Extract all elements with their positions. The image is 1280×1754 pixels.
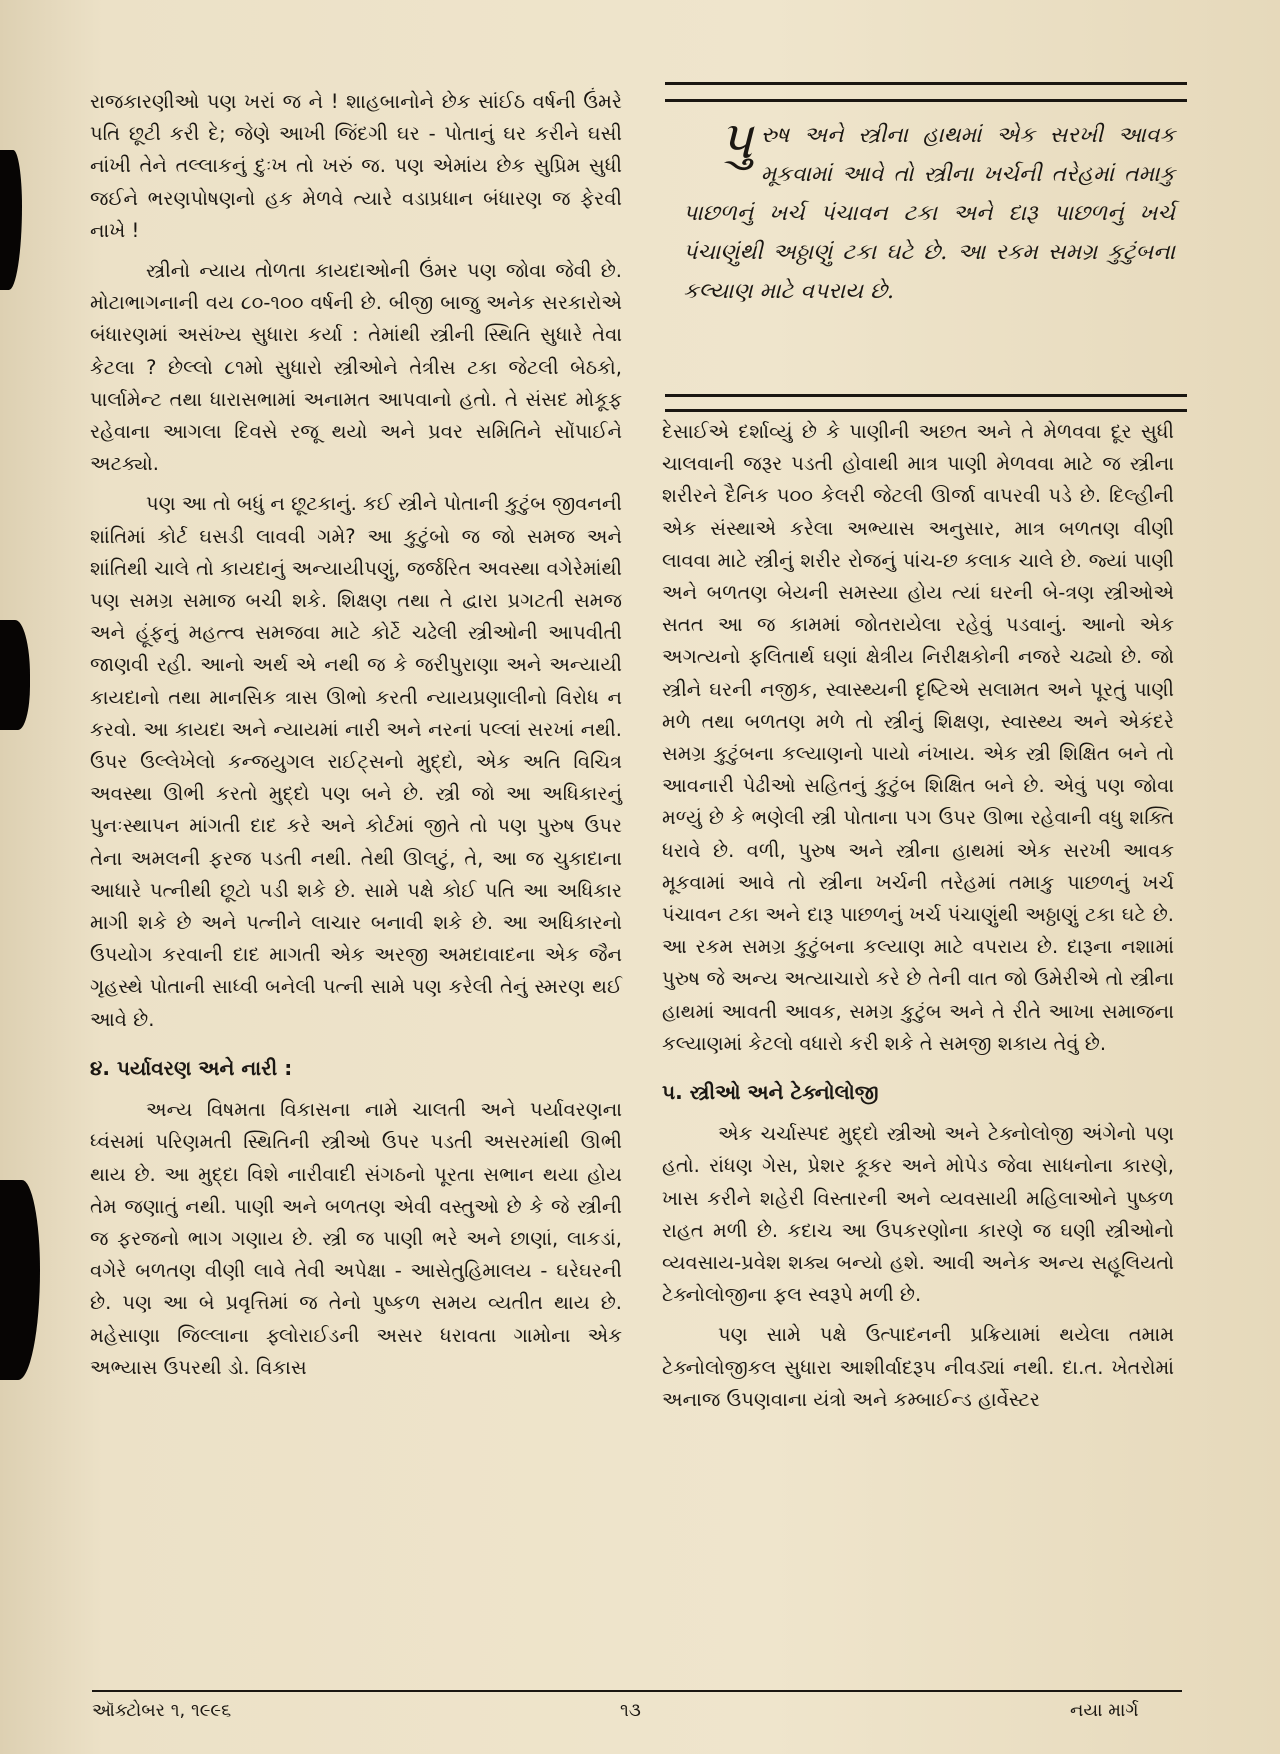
pull-quote-box [665,82,1187,410]
left-paragraph-3: પણ આ તો બધું ન છૂટકાનું. કઈ સ્ત્રીને પોતાની કુટુંબ જીવનની શાંતિમાં કોર્ટ ઘસડી લાવવી ગમે? આ કુટુંબો જ જો સમજ અને શાંતિથી ચાલે તો કાયદાનું અન્યાયીપણું, જર્જરિત અવસ્થા વગેરેમાંથી પણ સમગ્ર સમાજ બચી શકે. શિક્ષણ તથા તે દ્વારા પ્રગટતી સમજ અને હૂંફનું મહત્ત્વ સમજવા માટે કોર્ટે ચઢેલી સ્ત્રીઓની આપવીતી જાણવી રહી. આનો અર્થ એ નથી જ કે જરીપુરાણા અને અન્યાયી કાયદાનો તથા માનસિક ત્રાસ ઊભો કરતી ન્યાયપ્રણાલીનો વિરોધ ન કરવો. આ કાયદા અને ન્યાયમાં નારી અને નરનાં પલ્લાં સરખાં નથી. ઉપર ઉલ્લેખેલો કન્જયુગલ રાઈટ્સનો મુદ્દો, એક અતિ વિચિત્ર અવસ્થા ઊભી કરતો મુદ્દો પણ બને છે. સ્ત્રી જો આ અધિકારનું પુનઃસ્થાપન માંગતી દાદ કરે અને કોર્ટમાં જીતે તો પણ પુરુષ ઉપર તેના અમલની ફરજ પડતી નથી. તેથી ઊલટું, તે, આ જ ચુકાદાના આધારે પત્નીથી છૂટો પડી શકે છે. સામે પક્ષે કોઈ પતિ આ અધિકાર માગી શકે છે અને પત્નીને લાચાર બનાવી શકે છે. આ અધિકારનો ઉપયોગ કરવાની દાદ માગતી એક અરજી અમદાવાદના એક જૈન ગૃહસ્થે પોતાની સાધ્વી બનેલી પત્ની સામે પણ કરેલી તેનું સ્મરણ થઈ આવે છે. [90,492,622,1031]
paper-burn-mark [0,150,22,290]
footer-rule [92,1690,1182,1692]
pull-quote-top-rule [665,82,1187,102]
pull-quote-bottom-rule [665,394,1187,412]
left-paragraph-2: સ્ત્રીનો ન્યાય તોળતા કાયદાઓની ઉંમર પણ જોવા જેવી છે. મોટાભાગનાની વય ૮૦-૧૦૦ વર્ષની છે. બીજી બાજુ અનેક સરકારોએ બંધારણમાં અસંખ્ય સુધારા કર્યા : તેમાંથી સ્ત્રીની સ્થિતિ સુધારે તેવા કેટલા ? છેલ્લો ૮૧મો સુધારો સ્ત્રીઓને તેત્રીસ ટકા જેટલી બેઠકો, પાર્લામેન્ટ તથા ધારાસભામાં અનામત આપવાનો હતો. તે સંસદ મોકૂફ રહેવાના આગલા દિવસે રજૂ થયો અને પ્રવર સમિતિને સોંપાઈને અટક્યો. [90,259,622,476]
left-paragraph-4: અન્ય વિષમતા વિકાસના નામે ચાલતી અને પર્યાવરણના ધ્વંસમાં પરિણમતી સ્થિતિની સ્ત્રીઓ ઉપર પડતી અસરમાંથી ઊભી થાય છે. આ મુદ્દા વિશે નારીવાદી સંગઠનો પૂરતા સભાન થયા હોય તેમ જણાતું નથી. પાણી અને બળતણ એવી વસ્તુઓ છે કે જે સ્ત્રીની જ ફરજનો ભાગ ગણાય છે. સ્ત્રી જ પાણી ભરે અને છાણાં, લાકડાં, વગેરે બળતણ વીણી લાવે તેવી અપેક્ષા - આસેતુહિમાલય - ઘરેઘરની છે. પણ આ બે પ્રવૃત્તિમાં જ તેનો પુષ્કળ સમય વ્યતીત થાય છે. મહેસાણા જિલ્લાના ફ્લોરાઈડની અસર ધરાવતા ગામોના એક અભ્યાસ ઉપરથી ડો. વિકાસ [90,1098,623,1379]
right-paragraph-3: પણ સામે પક્ષે ઉત્પાદનની પ્રક્રિયામાં થયેલા તમામ ટેક્નોલોજીકલ સુધારા આશીર્વાદરૂપ નીવડ્યાં નથી. દા.ત. ખેતરોમાં અનાજ ઉપણવાના યંત્રો અને કમ્બાઈન્ડ હાર્વેસ્ટર [662,1323,1174,1411]
left-paragraph-1: રાજકારણીઓ પણ ખરાં જ ને ! શાહબાનોને છેક સાંઈઠ વર્ષની ઉંમરે પતિ છૂટી કરી દે; જેણે આખી જિંદગી ઘર - પોતાનું ઘર કરીને ઘસી નાંખી તેને તલ્લાકનું દુઃખ તો ખરું જ. પણ એમાંય છેક સુપ્રિમ સુધી જઈને ભરણપોષણનો હક મેળવે ત્યારે વડાપ્રધાન બંધારણ જ ફેરવી નાખે ! [90,90,622,242]
pull-quote-text-block [683,111,1175,311]
right-paragraph-2: એક ચર્ચાસ્પદ મુદ્દો સ્ત્રીઓ અને ટેક્નોલોજી અંગેનો પણ હતો. રાંધણ ગેસ, પ્રેશર કૂકર અને મોપેડ જેવા સાધનોના કારણે, ખાસ કરીને શહેરી વિસ્તારની અને વ્યવસાયી મહિલાઓને પુષ્કળ રાહત મળી છે. કદાચ આ ઉપકરણોના કારણે જ ઘણી સ્ત્રીઓનો વ્યવસાય-પ્રવેશ શક્ય બન્યો હશે. આવી અનેક અન્ય સહૂલિયતો ટેક્નોલોજીના ફલ સ્વરૂપે મળી છે. [662,1122,1174,1307]
section-heading-5: ૫. સ્ત્રીઓ અને ટેક્નોલોજી [662,1080,879,1105]
footer-date: ઑક્ટોબર ૧, ૧૯૯૬ [92,1700,232,1721]
page-number: ૧૩ [620,1700,641,1721]
left-column [90,86,622,1384]
magazine-name: નયા માર્ગ [1070,1700,1139,1721]
right-paragraph-1: દેસાઈએ દર્શાવ્યું છે કે પાણીની અછત અને તે મેળવવા દૂર સુધી ચાલવાની જરૂર પડતી હોવાથી માત્ર પાણી મેળવવા માટે જ સ્ત્રીના શરીરને દૈનિક ૫૦૦ કેલરી જેટલી ઊર્જા વાપરવી પડે છે. દિલ્હીની એક સંસ્થાએ કરેલા અભ્યાસ અનુસાર, માત્ર બળતણ વીણી લાવવા માટે સ્ત્રીનું શરીર રોજનું પાંચ-છ કલાક ચાલે છે. જ્યાં પાણી અને બળતણ બેયની સમસ્યા હોય ત્યાં ઘરની બે-ત્રણ સ્ત્રીઓએ સતત આ જ કામમાં જોતરાયેલા રહેવું પડવાનું. આનો એક અગત્યનો ફલિતાર્થ ઘણાં ક્ષેત્રીય નિરીક્ષકોની નજરે ચઢ્યો છે. જો સ્ત્રીને ઘરની નજીક, સ્વાસ્થ્યની દૃષ્ટિએ સલામત અને પૂરતું પાણી મળે તથા બળતણ મળે તો સ્ત્રીનું શિક્ષણ, સ્વાસ્થ્ય અને એકંદરે સમગ્ર કુટુંબના કલ્યાણનો પાયો નંખાય. એક સ્ત્રી શિક્ષિત બને તો આવનારી પેઢીઓ સહિતનું કુટુંબ શિક્ષિત બને છે. એવું પણ જોવા મળ્યું છે કે ભણેલી સ્ત્રી પોતાના પગ ઉપર ઊભા રહેવાની વધુ શક્તિ ધરાવે છે. વળી, પુરુષ અને સ્ત્રીના હાથમાં એક સરખી આવક મૂકવામાં આવે તો સ્ત્રીના ખર્ચની તરેહમાં તમાકુ પાછળનું ખર્ચ પંચાવન ટકા અને દારૂ પાછળનું ખર્ચ પંચાણુંથી અઠ્ઠાણું ટકા ઘટે છે. આ રકમ સમગ્ર કુટુંબના કલ્યાણ માટે વપરાય છે. દારૂના નશામાં પુરુષ જે અન્ય અત્યાચારો કરે છે તેની વાત જો ઉમેરીએ તો સ્ત્રીના હાથમાં આવતી આવક, સમગ્ર કુટુંબ અને તે રીતે આખા સમાજના કલ્યાણમાં કેટલો વધારો કરી શકે તે સમજી શકાય તેવું છે. [662,420,1174,1055]
section-heading-4: ૪. પર્યાવરણ અને નારી : [90,1055,293,1080]
pull-quote-dropcap: પુ [719,111,753,171]
paper-burn-mark [0,1180,40,1380]
pull-quote-text: રુષ અને સ્ત્રીના હાથમાં એક સરખી આવક મૂકવામાં આવે તો સ્ત્રીના ખર્ચની તરેહમાં તમાકુ પાછળનું ખર્ચ પંચાવન ટકા અને દારૂ પાછળનું ખર્ચ પંચાણુંથી અઠ્ઠાણું ટકા ઘટે છે. આ રકમ સમગ્ર કુટુંબના કલ્યાણ માટે વપરાય છે. [683,123,1175,304]
right-column [662,416,1174,1416]
paper-burn-mark [0,620,30,730]
